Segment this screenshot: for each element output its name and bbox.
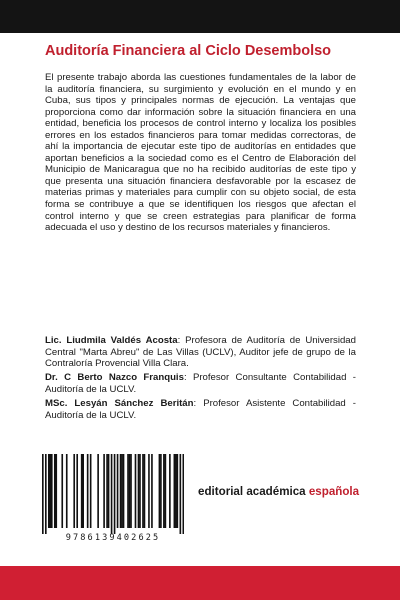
barcode-bar: [127, 454, 129, 528]
barcode-bar: [159, 454, 161, 528]
top-band: [0, 0, 400, 33]
author-bios: [45, 335, 356, 424]
barcode-bar: [114, 454, 116, 534]
barcode-bar: [81, 454, 83, 528]
barcode-bar: [97, 454, 99, 528]
author-description: : Profesor Asistente Contabilidad - Auditoría de la UCLV.: [45, 397, 356, 421]
barcode-bar: [66, 454, 68, 528]
abstract-text: El presente trabajo aborda las cuestiones fundamentales de la labor de la auditoría financiera, su surgimiento y evolución en el mundo y en Cuba, sus tipos y principales normas de ejecución. La ventajas que proporciona como dar información sobre la situación financiera en una entidad, beneficia los procesos de control interno y localiza los posibles errores en los estados financieros para tomar medidas correctoras, de ahí la importancia de ejecutar este tipo de auditorías en entidades que aportan beneficios a la sociedad como es el Centro de Elaboración del Municipio de Manicaragua que no ha recibido auditorías de este tipo y que presenta una situación financiera desfavorable por la escasez de materias primas y materiales para cumplir con su objeto social, de esta forma se contribuye a que se identifiquen los riesgos que afectan el control interno y que se creen estrategias para planificar de forma adecuada el uso y destino de los recursos materiales y financieros.: [45, 72, 356, 234]
author-description: : Profesor Consultante Contabilidad - Auditoría de la UCLV.: [45, 372, 356, 395]
barcode-bar: [135, 454, 137, 528]
barcode-bar: [169, 454, 171, 528]
barcode-bar: [183, 454, 184, 534]
barcode-bar: [139, 454, 141, 528]
barcode-bar: [42, 454, 44, 534]
barcode-bar: [160, 454, 162, 528]
barcode-bar: [120, 454, 122, 528]
barcode-bar: [175, 454, 177, 528]
barcode-bar: [82, 454, 84, 528]
barcode-bar: [123, 454, 125, 528]
author-bio-2: [45, 372, 356, 395]
barcode-bar: [61, 454, 63, 528]
author-name: Lic. Liudmila Valdés Acosta: [45, 335, 178, 346]
barcode-bar: [163, 454, 165, 528]
barcode-bar: [177, 454, 179, 528]
barcode-bar: [129, 454, 131, 528]
author-description: : Profesora de Auditoría de Universidad Central "Marta Abreu" de Las Villas (UCLV), Auditor jefe de grupo de la Contraloría Provencial Villa Clara.: [45, 335, 356, 370]
publisher-logo: [198, 485, 359, 498]
barcode-bar: [121, 454, 123, 528]
author-name: Dr. C Berto Nazco Franquis: [45, 372, 184, 384]
publisher-name: editorial académica: [198, 485, 309, 498]
barcode-bar: [144, 454, 146, 528]
barcode-bar: [174, 454, 176, 528]
isbn-barcode: [42, 454, 184, 548]
isbn-number: 9786139402625: [65, 533, 161, 543]
publisher-name-accent: española: [308, 485, 360, 498]
barcode-bar: [73, 454, 75, 528]
barcode-bar: [51, 454, 53, 528]
author-bio-1: [45, 335, 356, 370]
barcode-bar: [108, 454, 110, 528]
barcode-bar: [117, 454, 119, 528]
book-title: Auditoría Financiera al Ciclo Desembolso: [45, 43, 332, 59]
barcode-bar: [48, 454, 50, 528]
barcode-bar: [142, 454, 144, 528]
author-bio-3: [45, 398, 356, 421]
barcode-bar: [130, 454, 132, 528]
barcode-bar: [111, 454, 113, 534]
barcode-bar: [49, 454, 51, 528]
barcode-bar: [55, 454, 57, 528]
barcode-bar: [45, 454, 47, 534]
barcode-bar: [87, 454, 89, 528]
barcode-bar: [180, 454, 182, 534]
barcode-bar: [106, 454, 108, 528]
barcode-bar: [103, 454, 105, 528]
author-name: MSc. Lesyán Sánchez Beritán: [45, 397, 194, 409]
barcode-bar: [151, 454, 153, 528]
barcode-bar: [76, 454, 78, 528]
barcode-bar: [54, 454, 56, 528]
bottom-band: [0, 566, 400, 600]
barcode-bars: [42, 454, 184, 534]
barcode-bar: [165, 454, 167, 528]
barcode-bar: [148, 454, 150, 528]
barcode-bar: [138, 454, 140, 528]
barcode-bar: [90, 454, 92, 528]
